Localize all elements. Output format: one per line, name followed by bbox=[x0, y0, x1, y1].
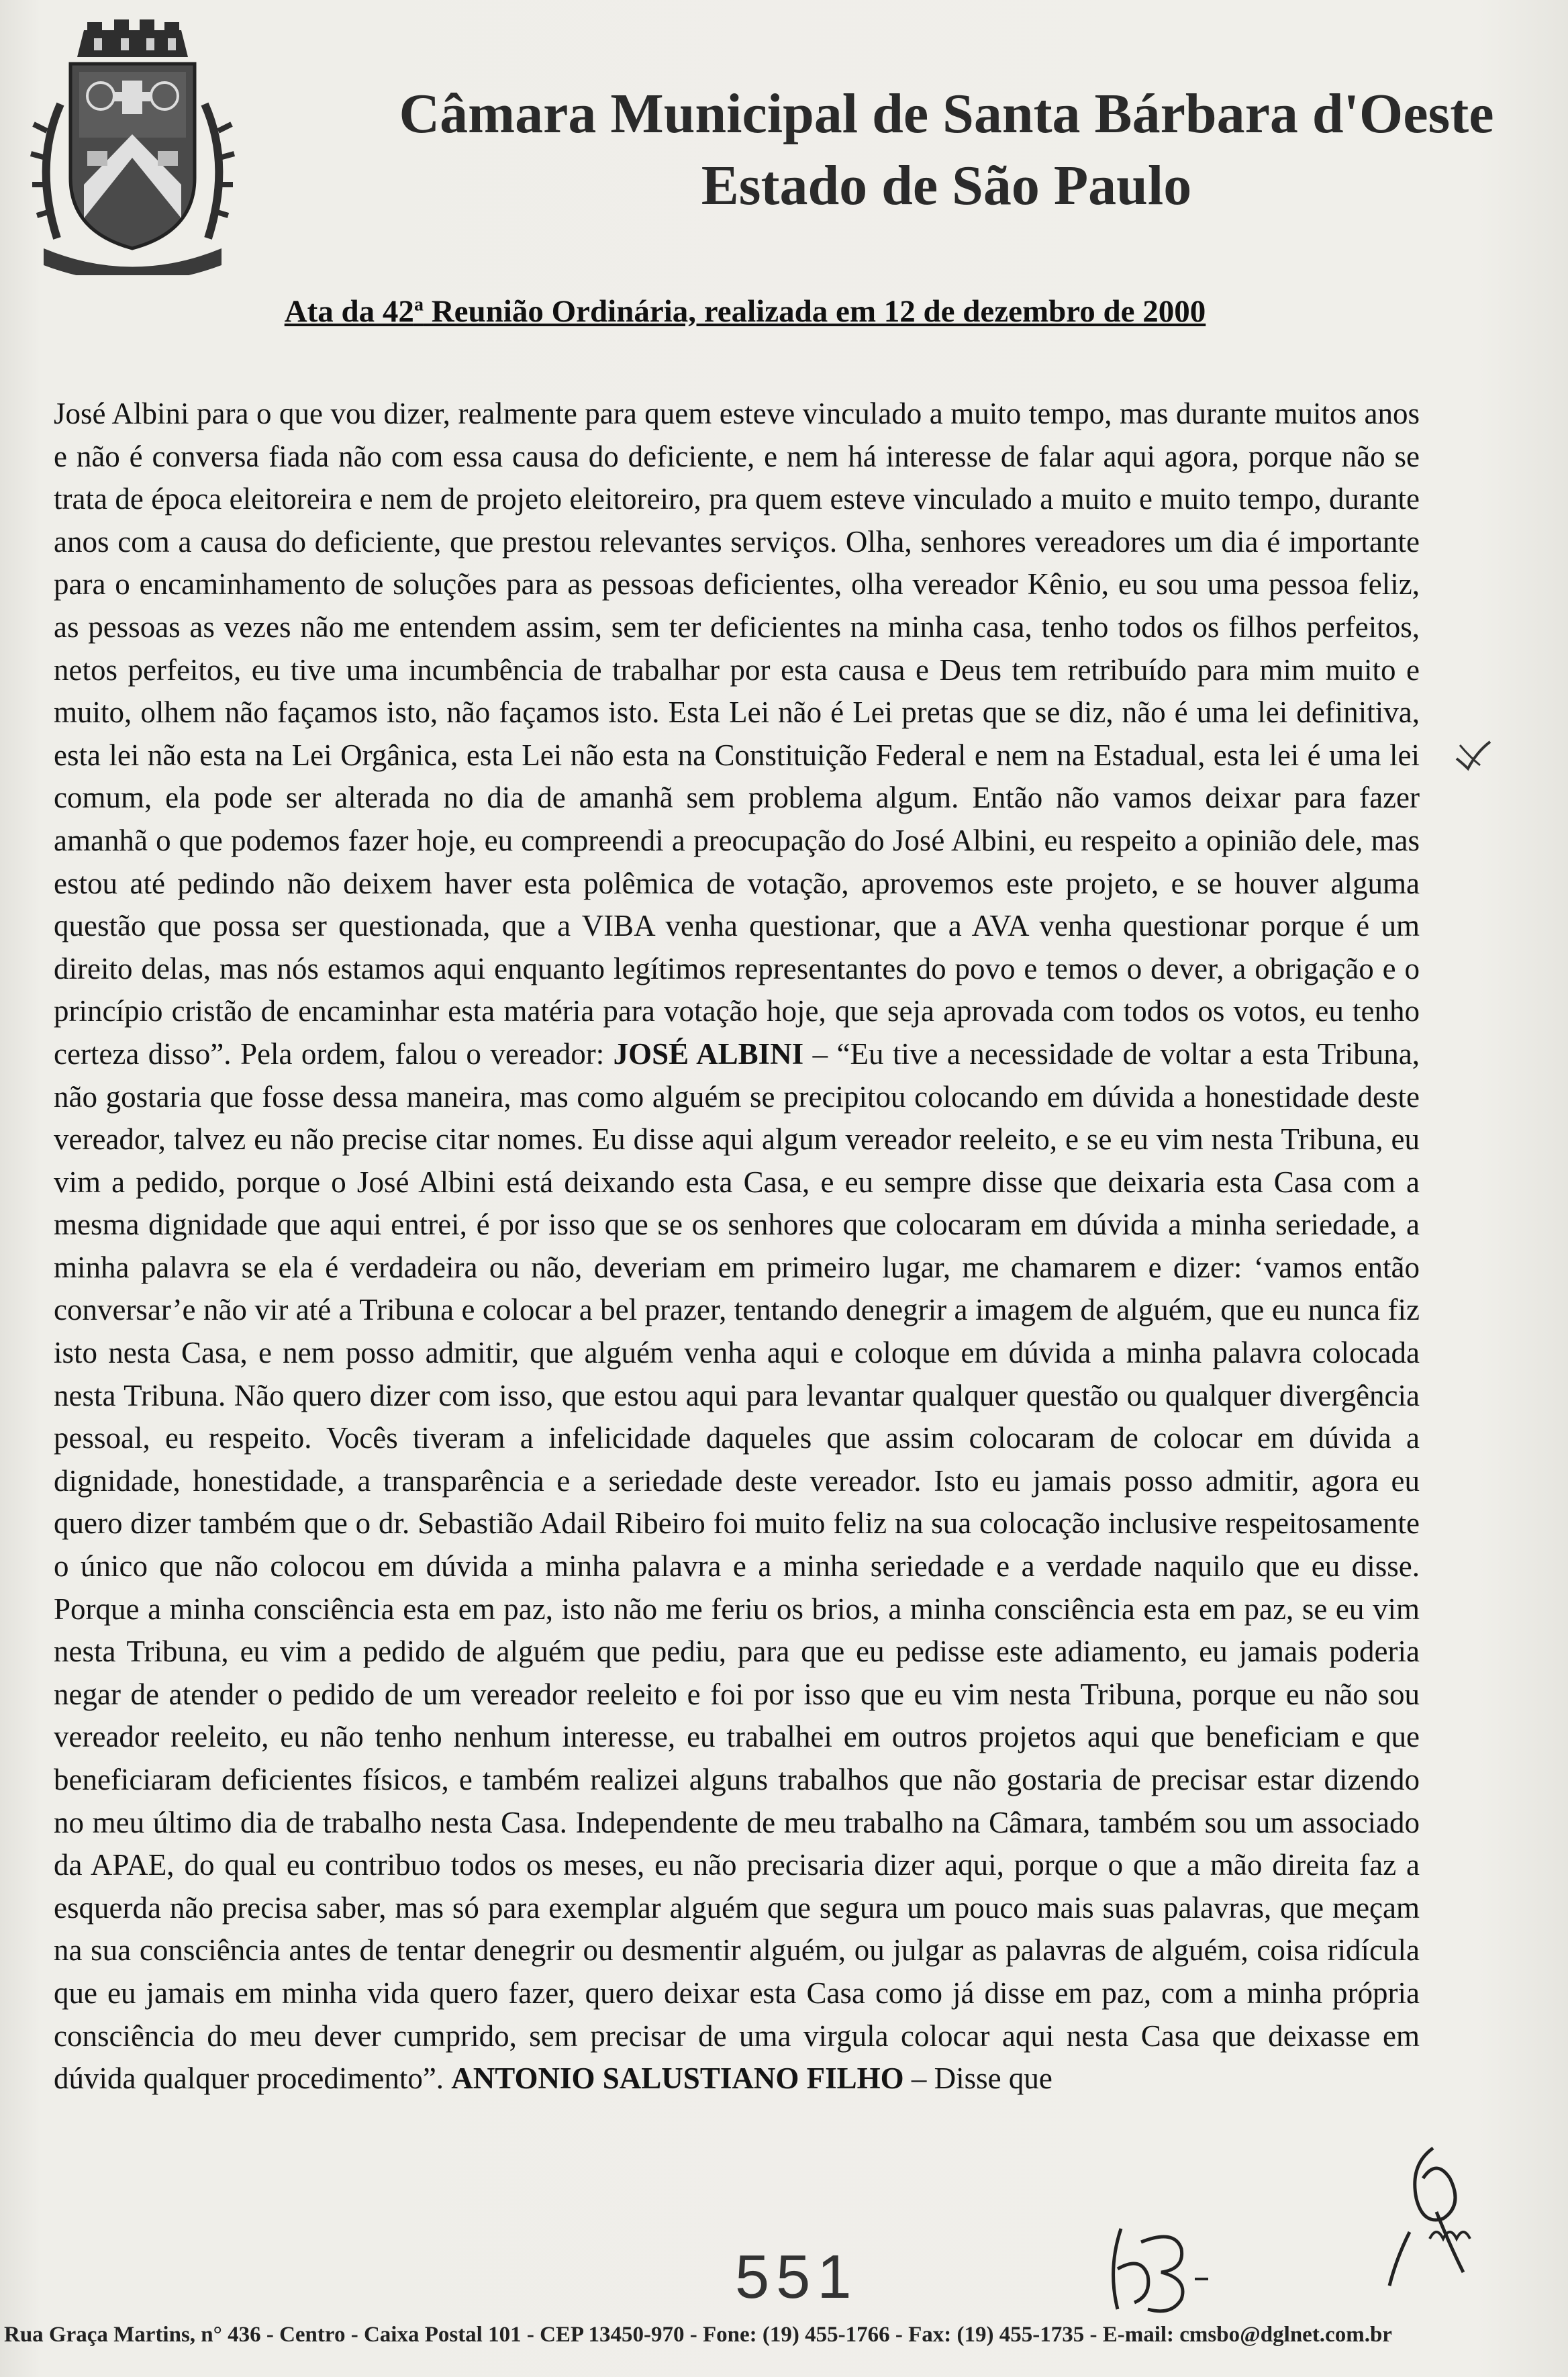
body-paragraph bbox=[54, 393, 1420, 2100]
page-number: 551 bbox=[735, 2243, 859, 2311]
footer-address: Rua Graça Martins, n° 436 - Centro - Caixa Postal 101 - CEP 13450-970 - Fone: (19) 455-1766 - Fax: (19) 455-1735 - E-mail: cmsbo@dglnet.com.br bbox=[4, 2323, 1392, 2347]
minutes-body bbox=[54, 393, 1420, 2100]
institution-title: Câmara Municipal de Santa Bárbara d'Oeste bbox=[399, 83, 1494, 145]
speaker-name-jose-albini: JOSÉ ALBINI bbox=[613, 1036, 804, 1071]
body-text-part1: José Albini para o que vou dizer, realmente para quem esteve vinculado a muito tempo, mas durante muitos anos e não é conversa fiada não com essa causa do deficiente, e nem há interesse de falar aqui agora, porque não se trata de época eleitoreira e nem de projeto eleitoreiro, pra quem esteve vinculado a muito e muito tempo, durante anos com a causa do deficiente, que prestou relevantes serviços. Olha, senhores vereadores um dia é importante para o encaminhamento de soluções para as pessoas deficientes, olha vereador Kênio, eu sou uma pessoa feliz, as pessoas as vezes não me entendem assim, sem ter deficientes na minha casa, tenho todos os filhos perfeitos, netos perfeitos, eu tive uma incumbência de trabalhar por esta causa e Deus tem retribuído para mim muito e muito, olhem não façamos isto, não façamos isto. Esta Lei não é Lei pretas que se diz, não é uma lei definitiva, esta lei não esta na Lei Orgânica, esta Lei não esta na Constituição Federal e nem na Estadual, esta lei é uma lei comum, ela pode ser alterada no dia de amanhã sem problema algum. Então não vamos deixar para fazer amanhã o que podemos fazer hoje, eu compreendi a preocupação do José Albini, eu respeito a opinião dele, mas estou até pedindo não deixem haver esta polêmica de votação, aprovemos este projeto, e se houver alguma questão que possa ser questionada, que a VIBA venha questionar, que a AVA venha questionar porque é um direito delas, mas nós estamos aqui enquanto legítimos representantes do povo e temos o dever, a obrigação e o princípio cristão de encaminhar esta matéria para votação hoje, que seja aprovada com todos os votos, eu tenho certeza disso”. Pela ordem, falou o vereador: bbox=[54, 397, 1420, 1071]
municipal-coat-of-arms-icon bbox=[20, 17, 245, 275]
heading-prefix: Ata da 42 bbox=[284, 294, 414, 329]
body-text-part2: – “Eu tive a necessidade de voltar a esta Tribuna, não gostaria que fosse dessa maneira, mas como alguém se precipitou colocando em dúvida a honestidade deste vereador, talvez eu não precise citar nomes. Eu disse aqui algum vereador reeleito, e se eu vim nesta Tribuna, eu vim a pedido, porque o José Albini está deixando esta Casa, e eu sempre disse que deixaria esta Casa com a mesma dignidade que aqui entrei, é por isso que se os senhores que colocaram em dúvida a minha seriedade, a minha palavra se ela é verdadeira ou não, deveriam em primeiro lugar, me chamarem e dizer: ‘vamos então conversar’e não vir até a Tribuna e colocar a bel prazer, tentando denegrir a imagem de alguém, que eu nunca fiz isto nesta Casa, e nem posso admitir, que alguém venha aqui e coloque em dúvida a minha palavra colocada nesta Tribuna. Não quero dizer com isso, que estou aqui para levantar qualquer questão ou qualquer divergência pessoal, eu respeito. Vocês tiveram a infelicidade daqueles que assim colocaram de colocar em dúvida a dignidade, honestidade, a transparência e a seriedade deste vereador. Isto eu jamais posso admitir, agora eu quero dizer também que o dr. Sebastião Adail Ribeiro foi muito feliz na sua colocação inclusive respeitosamente o único que não colocou em dúvida a minha palavra e a minha seriedade e a verdade naquilo que eu disse. Porque a minha consciência esta em paz, isto não me feriu os brios, a minha consciência esta em paz, se eu vim nesta Tribuna, eu vim a pedido de alguém que pediu, para que eu pedisse este adiamento, eu jamais poderia negar de atender o pedido de um vereador reeleito e foi por isso que eu vim nesta Tribuna, porque eu não sou vereador reeleito, eu não tenho nenhum interesse, eu trabalhei em outros projetos aqui que beneficiam e que beneficiaram deficientes físicos, e também realizei alguns trabalhos que não gostaria de precisar estar dizendo no meu último dia de trabalho nesta Casa. Independente de meu trabalho na Câmara, também sou um associado da APAE, do qual eu contribuo todos os meses, eu não precisaria dizer aqui, porque o que a mão direita faz a esquerda não precisa saber, mas só para exemplar alguém que segura um pouco mais suas palavras, que meçam na sua consciência antes de tentar denegrir ou desmentir alguém, ou julgar as palavras de alguém, coisa ridícula que eu jamais em minha vida quero fazer, quero deixar esta Casa como já disse em paz, com a minha própria consciência do meu dever cumprido, sem precisar de uma virgula colocar aqui nesta Casa que deixasse em dúvida qualquer procedimento”. bbox=[54, 1036, 1420, 2096]
heading-ordinal-mark: a bbox=[413, 294, 424, 316]
institution-state: Estado de São Paulo bbox=[701, 154, 1192, 217]
body-text-part3: – Disse que bbox=[903, 2061, 1052, 2096]
minutes-heading bbox=[242, 293, 1248, 330]
signature-center-icon bbox=[1081, 2215, 1235, 2323]
signature-right-icon bbox=[1369, 2138, 1477, 2292]
margin-check-mark-icon bbox=[1453, 738, 1493, 772]
heading-suffix: Reunião Ordinária, realizada em 12 de dezembro de 2000 bbox=[423, 294, 1206, 329]
speaker-name-antonio-salustiano-filho: ANTONIO SALUSTIANO FILHO bbox=[451, 2061, 904, 2096]
